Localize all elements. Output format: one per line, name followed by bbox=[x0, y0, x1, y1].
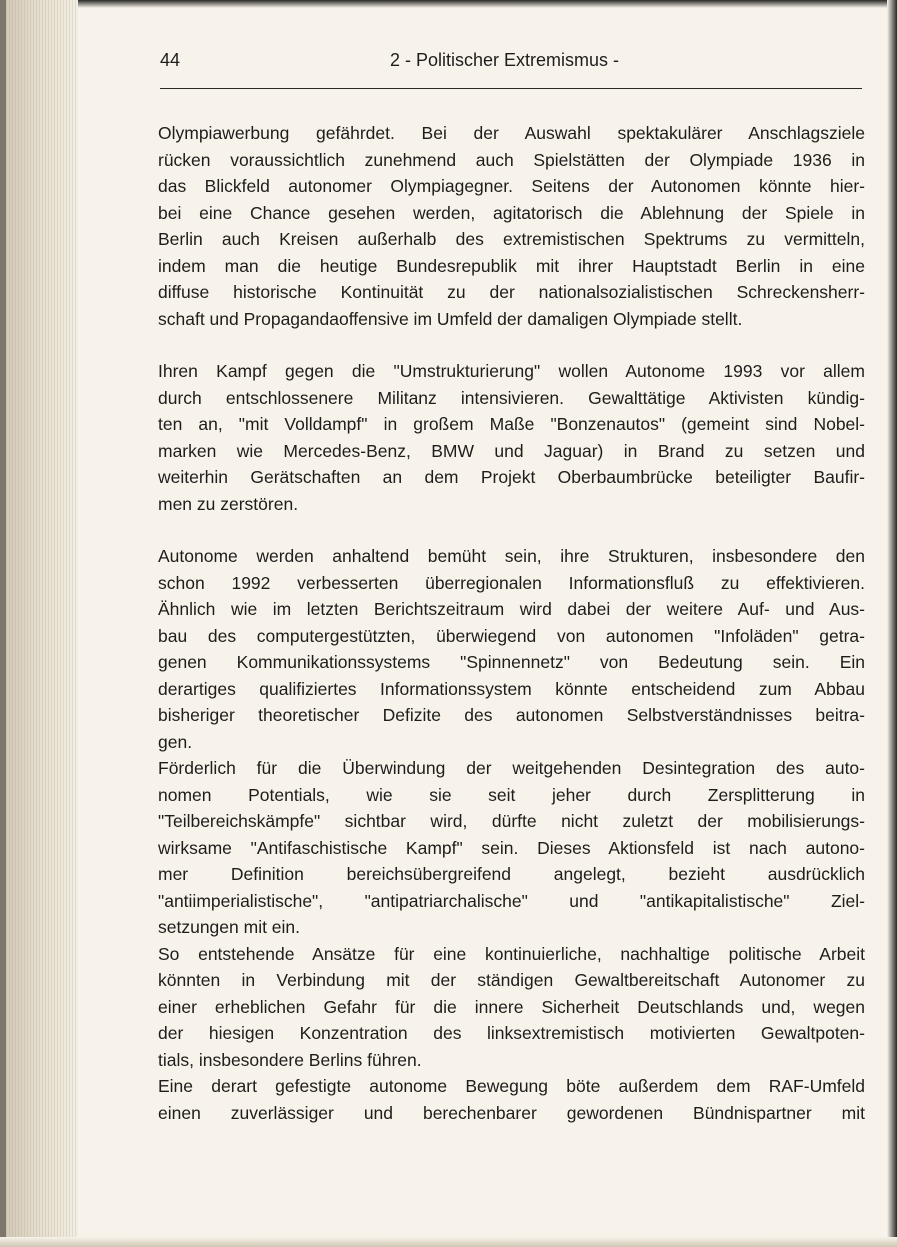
paragraph bbox=[158, 358, 865, 517]
text-line: einen zuverlässiger und berechenbarer gewordenen Bündnispartner mit bbox=[158, 1102, 865, 1123]
text-line: einer erheblichen Gefahr für die innere Sicherheit Deutschlands und, wegen bbox=[158, 996, 865, 1017]
body-text bbox=[158, 120, 865, 1126]
text-line: der hiesigen Konzentration des linksextremistisch motivierten Gewaltpoten- bbox=[158, 1023, 865, 1043]
text-line: "Teilbereichskämpfe" sichtbar wird, dürfte nicht zuletzt der mobilisierungs- bbox=[158, 811, 865, 831]
text-line: bau des computergestützten, überwiegend von autonomen "Infoläden" getra- bbox=[158, 625, 865, 646]
text-line: indem man die heutige Bundesrepublik mit ihrer Hauptstadt Berlin in eine bbox=[158, 255, 865, 276]
page-header bbox=[160, 50, 862, 78]
text-line: könnten in Verbindung mit der ständigen Gewaltbereitschaft Autonomer zu bbox=[158, 970, 865, 990]
page-number: 44 bbox=[160, 50, 181, 70]
text-line: Ähnlich wie im letzten Berichtszeitraum wird dabei der weitere Auf- und Aus- bbox=[158, 599, 865, 619]
text-line: So entstehende Ansätze für eine kontinuierliche, nachhaltige politische Arbeit bbox=[158, 943, 865, 964]
text-line: men zu zerstören. bbox=[158, 493, 299, 514]
text-line: genen Kommunikationssystems "Spinnennetz" von Bedeutung sein. Ein bbox=[158, 652, 865, 672]
page-left-edge bbox=[0, 0, 6, 1247]
page-right-edge bbox=[887, 0, 897, 1247]
text-line: durch entschlossenere Militanz intensivieren. Gewalttätige Aktivisten kündig- bbox=[158, 387, 865, 408]
text-line: Berlin auch Kreisen außerhalb des extremistischen Spektrums zu vermitteln, bbox=[158, 229, 865, 249]
text-line: tials, insbesondere Berlins führen. bbox=[158, 1049, 422, 1070]
page-top-edge bbox=[0, 0, 897, 8]
paragraph bbox=[158, 1073, 865, 1126]
text-line: bisheriger theoretischer Defizite des autonomen Selbstverständnisses beitra- bbox=[158, 705, 865, 725]
book-gutter bbox=[0, 0, 78, 1247]
text-line: Förderlich für die Überwindung der weitgehenden Desintegration des auto- bbox=[158, 758, 865, 778]
text-line: schaft und Propagandaoffensive im Umfeld der damaligen Olympiade stellt. bbox=[158, 308, 743, 329]
page-bottom-edge bbox=[0, 1237, 897, 1247]
text-line: wirksame "Antifaschistische Kampf" sein. Dieses Aktionsfeld ist nach autono- bbox=[158, 837, 865, 858]
text-line: marken wie Mercedes-Benz, BMW und Jaguar) in Brand zu setzen und bbox=[158, 440, 865, 461]
running-head: 2 - Politischer Extremismus - bbox=[390, 50, 620, 70]
text-line: nomen Potentials, wie sie seit jeher durch Zersplitterung in bbox=[158, 784, 865, 805]
text-line: Eine derart gefestigte autonome Bewegung böte außerdem dem RAF-Umfeld bbox=[158, 1076, 865, 1096]
text-line: derartiges qualifiziertes Informationssystem könnte entscheidend zum Abbau bbox=[158, 678, 865, 699]
text-line: das Blickfeld autonomer Olympiagegner. Seitens der Autonomen könnte hier- bbox=[158, 176, 865, 196]
text-line: "antiimperialistische", "antipatriarchalische" und "antikapitalistische" Ziel- bbox=[158, 890, 865, 911]
text-line: Olympiawerbung gefährdet. Bei der Auswahl spektakulärer Anschlagsziele bbox=[158, 123, 865, 143]
text-line: ten an, "mit Volldampf" in großem Maße "Bonzenautos" (gemeint sind Nobel- bbox=[158, 414, 865, 434]
text-line: Ihren Kampf gegen die "Umstrukturierung" wollen Autonome 1993 vor allem bbox=[158, 361, 865, 381]
text-line: Autonome werden anhaltend bemüht sein, ihre Strukturen, insbesondere den bbox=[158, 546, 865, 566]
paragraph bbox=[158, 543, 865, 755]
paragraph bbox=[158, 120, 865, 332]
text-line: setzungen mit ein. bbox=[158, 917, 301, 937]
header-rule bbox=[160, 88, 862, 89]
text-line: weiterhin Gerätschaften an dem Projekt Oberbaumbrücke beteiligter Baufir- bbox=[158, 467, 865, 487]
text-line: rücken voraussichtlich zunehmend auch Spielstätten der Olympiade 1936 in bbox=[158, 149, 865, 170]
paragraph bbox=[158, 755, 865, 941]
paragraph bbox=[158, 941, 865, 1074]
text-line: schon 1992 verbesserten überregionalen Informationsfluß zu effektivieren. bbox=[158, 572, 865, 593]
text-line: diffuse historische Kontinuität zu der nationalsozialistischen Schreckensherr- bbox=[158, 282, 865, 302]
text-line: bei eine Chance gesehen werden, agitatorisch die Ablehnung der Spiele in bbox=[158, 202, 865, 223]
text-line: gen. bbox=[158, 731, 193, 752]
text-line: mer Definition bereichsübergreifend angelegt, bezieht ausdrücklich bbox=[158, 864, 865, 884]
